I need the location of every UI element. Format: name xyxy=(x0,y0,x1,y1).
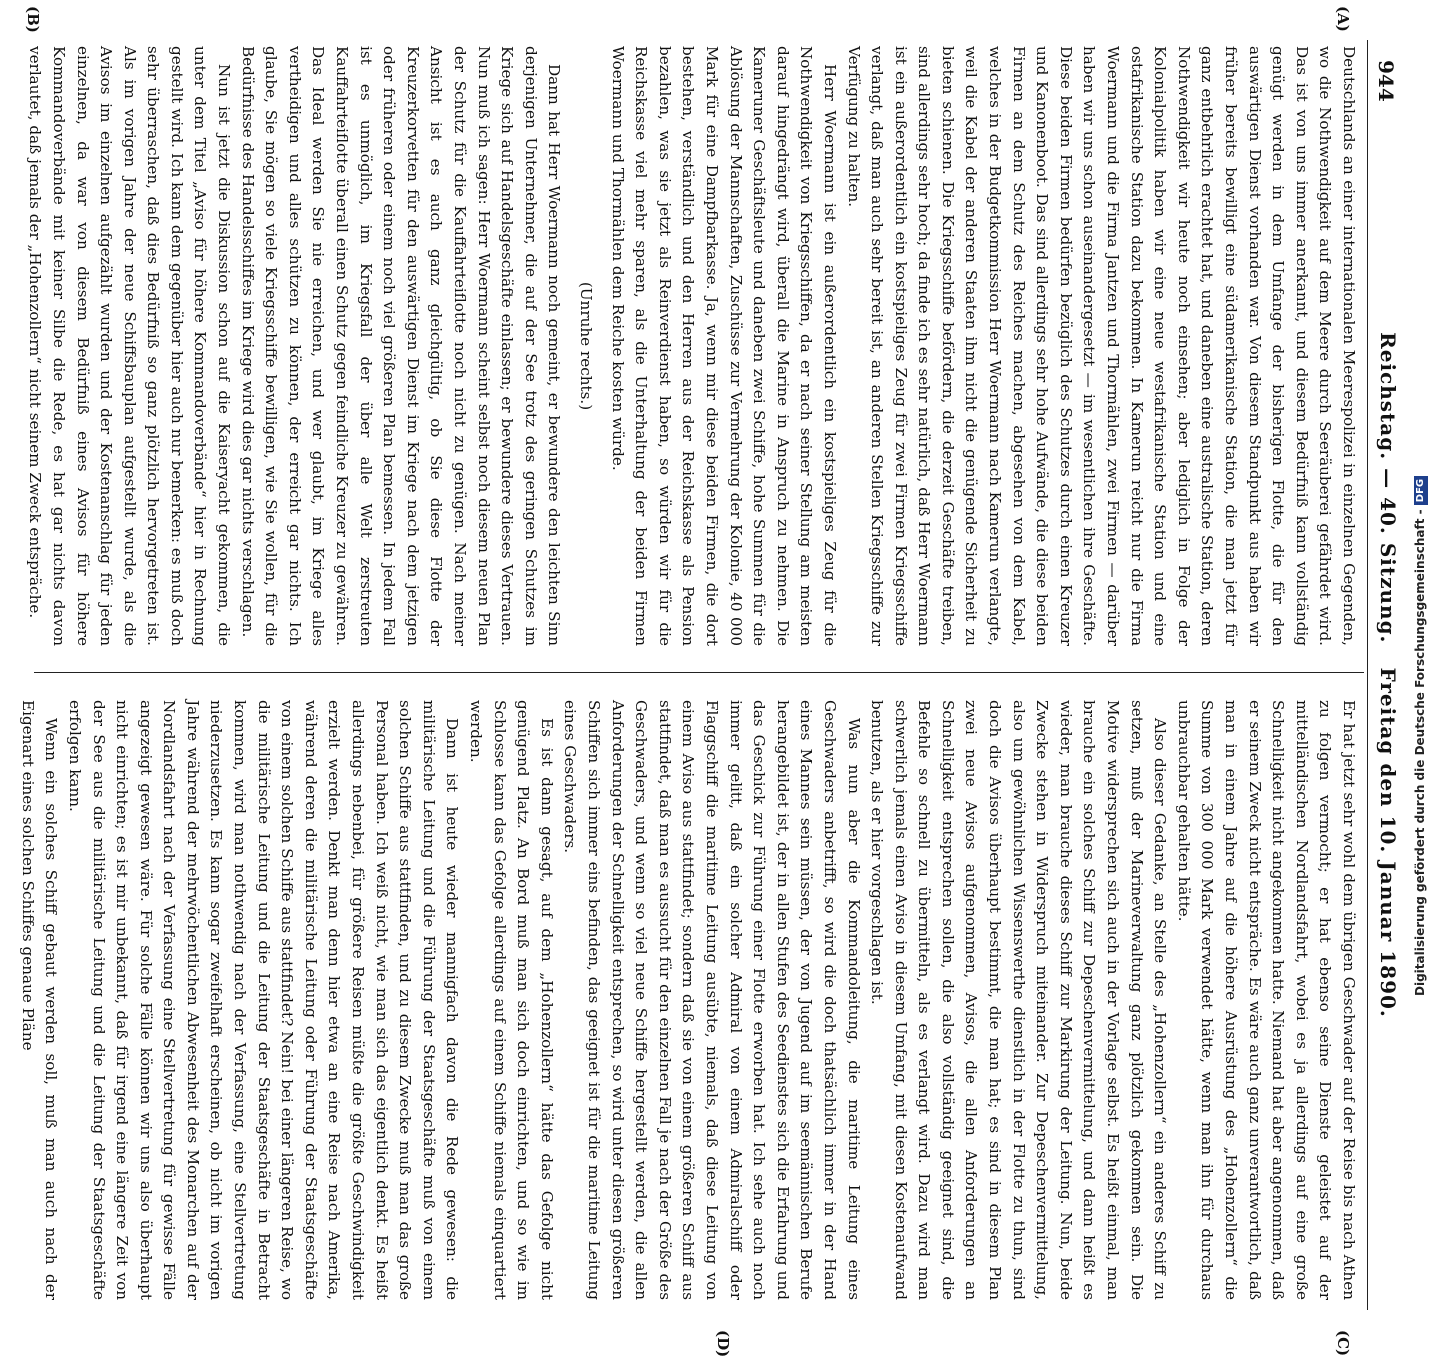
left-column xyxy=(26,46,1360,646)
stage-direction: (Unruhe rechts.) xyxy=(577,281,595,411)
page-number: 944 xyxy=(1374,60,1398,102)
right-paragraph-4: Es ist dann gesagt, auf dem „Hohenzollern“ hätte das Gefolge nicht genügend Platz. An Bord muß man sich doch einrichten, und so wie im Schlosse kann das Gefolge allerdings auf einem Schiffe niemals einquartiert werden. xyxy=(467,700,556,1300)
left-paragraph-3: Dann hat Herr Woermann noch gemeint, er bewundere den leichten Sinn derjenigen Unternehmer, die auf der See trotz des geringen Schutzes im Kriege sich auf Handelsgeschäfte einlassen; er bewundere dieses Vertrauen. Nun muß ich sagen: Herr Woermann scheint selbst noch diesem neuen Plan der Schutz für die Kauffahrteiflotte noch nicht zu genügen. Nach meiner Ansicht ist es auch ganz gleichgültig, ob Sie diese Flotte der Kreuzerkorvetten für den auswärtigen Dienst im Kriege nach dem jetzigen oder früheren oder einem noch viel größeren Plan bemessen. In jedem Fall ist es unmöglich, im Kriegsfall der über alle Welt zerstreuten Kauffahrteiflotte überall einen Schutz gegen feindliche Kreuzer zu gewähren. Das Ideal werden Sie nie erreichen, und wer glaubt, im Kriege alles vertheidigen und alles schützen zu können, der erreicht gar nichts. Ich glaube, Sie mögen so viele Kriegsschiffe bewilligen, wie Sie wollen, für die Bedürfnisse des Handelsschiffes im Kriege wird dies gar nichts verschlagen. xyxy=(238,46,564,646)
left-paragraph-4: Nun ist jetzt die Diskussion schon auf die Kaiseryacht gekommen, die unter dem Titel „Aviso für höhere Kommandoverbände“ hier in Rechnung gestellt wird. Ich kann dem gegenüber hier auch nur bemerken: es muß doch sehr überraschen, daß dies Bedürfniß so ganz plötzlich hervorgetreten ist. Als im vorigen Jahre der neue Schiffsbauplan aufgestellt wurde, als die Avisos im einzelnen aufgezählt wurden und der Kostenanschlag für jeden einzelnen, da war von diesem Bedürfniß eines Avisos für höhere Kommandoverbände mit keiner Silbe die Rede, es hat gar nichts davon verlautet, daß jemals der „Hohenzollern“ nicht seinem Zweck entspräche. xyxy=(26,46,234,646)
left-paragraph-1: Deutschlands an einer internationalen Meerespolizei in einzelnen Gegenden, wo die Nothwendigkeit auf dem Meere durch Seeräuberei gefährdet wird. Das ist von uns immer anerkannt, und diesem Bedürfniß kann vollständig genügt werden in dem Umfange der bisherigen Flotte, die für den auswärtigen Dienst vorhanden war. Von diesem Standpunkt aus haben wir früher bereits bewilligt eine südamerikanische Station, die man jetzt für ganz entbehrlich erachtet hat, und daneben eine australische Station, deren Nothwendigkeit wir heute noch einsehen; aber lediglich in Folge der Kolonialpolitik haben wir eine neue westafrikanische Station und eine ostafrikanische Station dazu bekommen. In Kamerun reicht nur die Firma Woermann und die Firma Jantzen und Thormählen, zwei Firmen — darüber haben wir uns schon auseinandergesetzt — im wesentlichen ihre Geschäfte. Diese beiden Firmen bedürfen bezüglich des Schutzes durch einen Kreuzer und Kanonenboot. Das sind allerdings sehr hohe Aufwände, die diese beiden Firmen an dem Schutz des Reiches machen, abgesehen von dem Kabel, welches in der Budgetkommission Herr Woermann nach Kamerun verlangte, weil die Kabel der anderen Staaten ihm nicht die genügende Sicherheit zu bieten schienen. Die Kriegsschiffe befördern, die derzeit Geschäfte treiben, sind allerdings sehr hoch; da finde ich es sehr natürlich, daß Herr Woermann ist ein außerordentlich ein kostspieliges Zeug für zwei Firmen Kriegsschiffe verlangt, daß man auch sehr bereit ist, an anderen Stellen Kriegsschiffe zur Verfügung zu halten. xyxy=(844,46,1358,646)
scan-footer xyxy=(1405,0,1432,1000)
right-column xyxy=(18,700,1360,1300)
funding-text: Digitalisierung gefördert durch die Deutsche Forschungsgemeinschaft - xyxy=(1413,509,1427,996)
session-title: Reichstag. — 40. Sitzung. xyxy=(1376,332,1400,644)
margin-mark-d: (D) xyxy=(714,1330,732,1357)
right-paragraph-1: Er hat jetzt sehr wohl dem übrigen Geschwader auf der Reise bis nach Athen zu folgen vermocht; er hat ebenso seine Dienste geleistet auf der mittelländischen Nordlandsfahrt, wobei es ja allerdings auf eine große Schnelligkeit nicht angekommen hatte. Niemand hat aber angenommen, daß er seinem Zweck nicht entspräche. Es wäre auch ganz unverantwortlich, daß man in einem Jahre auf die höhere Ausrüstung des „Hohenzollern“ die Summe von 300 000 Mark verwendet hätte, wenn man ihn für durchaus unbrauchbar gehalten hätte. xyxy=(1174,700,1358,1300)
page-title xyxy=(1376,40,1400,1310)
right-paragraph-2: Also dieser Gedanke, an Stelle des „Hohenzollern“ ein anderes Schiff zu setzen, muß der Marineverwaltung ganz plötzlich gekommen sein. Die Motive widersprechen sich auch in der Vorlage selbst. Es heißt einmal, man brauche ein solches Schiff zur Depeschenvermittelung, und dann heißt es wieder, man brauche dieses Schiff zur Markirung der Leitung. Nun, beide Zwecke stehen in Widerspruch miteinander. Zur Depeschenvermittelung, also um gewöhnlichen Wissenswerthe dienstlich in der Flotte zu thun, sind doch die Avisos überhaupt bestimmt, die man hat; es sind in diesem Plan zwei neue Avisos aufgenommen, Avisos, die allen Anforderungen an Schnelligkeit entsprechen sollen, die also vollständig geeignet sind, die Befehle so schnell zu übermitteln, als es verlangt wird. Dazu wird man schwerlich jemals einen Aviso in diesem Umfang, mit diesen Kostenaufwand benutzen, als er hier vorgeschlagen ist. xyxy=(868,700,1170,1300)
scan-footer-text-row xyxy=(1408,0,1435,996)
margin-mark-b: (B) xyxy=(24,6,42,33)
session-date: Freitag den 10. Januar 1890. xyxy=(1376,667,1400,1018)
column-divider xyxy=(34,672,1364,673)
right-paragraph-5: Dann ist heute wieder mannigfach davon die Rede gewesen: die militärische Leitung und die Führung der Staatsgeschäfte muß von einem solchen Schiffe aus stattfinden, und zu diesem Zwecke muß man das große Personal haben. Ich weiß nicht, wie man sich das eigentlich denkt. Es heißt allerdings nebenbei, für größere Reisen müßte die größte Geschwindigkeit erzielt werden. Denkt man denn hier etwa an eine Reise nach Amerika, während deren die militärische Leitung oder Führung der Staatsgeschäfte von einem solchen Schiffe aus stattfindet? Nein! bei einer längeren Reise, wo die militärische Leitung und die Leitung der Staatsgeschäfte in Betracht kommen, wird man nothwendig nach der Verfassung, eine Stellvertretung niederzusetzen. Es kann sogar zweifelhaft erscheinen, ob nicht im vorigen Jahre während der mehrwöchentlichen Abwesenheit des Monarchen auf der Nordlandsfahrt nach der Verfassung eine Stellvertretung für gewisse Fälle angezeigt gewesen wäre. Für solche Fälle können wir uns also überhaupt nicht einrichten; es ist mir unbekannt, daß für irgend eine längere Zeit von der See aus die militärische Leitung und die Leitung der Staatsgeschäfte erfolgen kann. xyxy=(65,700,462,1300)
left-paragraph-2: Herr Woermann ist ein außerordentlich ein kostspieliges Zeug für die Nothwendigkeit von Kriegsschiffen, da er nach seiner Stellung am meisten darauf hingedrängt wird, überall die Marine in Anspruch zu nehmen. Die Kameruner Geschäftsleute und daneben zwei Schiffe, hohe Summen für die Ablösung der Mannschaften, Zuschüsse zur Vermehrung der Kolonie, 40 000 Mark für eine Dampfbarkasse. Ja, wenn mir diese beiden Firmen, die dort bestehen, verständlich und den Herren aus der Reichskasse als Pension bezahlen, was sie jetzt als Reinverdienst haben, so würden wir für die Reichskasse viel mehr sparen, als die Unterhaltung der beiden Firmen Woermann und Thormählen dem Reiche kosten würde. xyxy=(608,46,839,646)
right-paragraph-3: Was nun aber die Kommandoleitung, die maritime Leitung eines Geschwaders anbetrifft, so wird die doch thatsächlich immer in der Hand eines Mannes sein müssen, der von Jugend auf im seemännischen Berufe herangebildet ist, der in allen Stufen des Seedienstes sich die Erfahrung und das Geschick zur Führung einer Flotte erworben hat. Ich sehe auch noch immer gelitt, daß ein solcher Admiral von einem Admiralschiff oder Flaggschiff die maritime Leitung ausübte, niemals, daß diese Leitung von einem Aviso aus stattfindet; sondern daß sie von einem größeren Schiff aus stattfindet, daß man es aussucht für den einzelnen Fall je nach der Größe des Geschwaders, und wenn so viel neue Schiffe hergestellt werden, die allen Anforderungen der Schnelligkeit entsprechen, so wird unter diesen größeren Schiffen sich immer eins befinden, das geeignet ist für die maritime Leitung eines Geschwaders. xyxy=(561,700,863,1300)
page-header xyxy=(1367,40,1402,1310)
margin-mark-c: (C) xyxy=(1334,1330,1352,1357)
right-paragraph-6: Wenn ein solches Schiff gebaut werden soll, muß man auch nach der Eigenart eines solchen Schiffes genaue Pläne xyxy=(18,700,61,1300)
dfg-logo: DFG xyxy=(1414,476,1428,505)
margin-mark-a: (A) xyxy=(1334,6,1352,32)
